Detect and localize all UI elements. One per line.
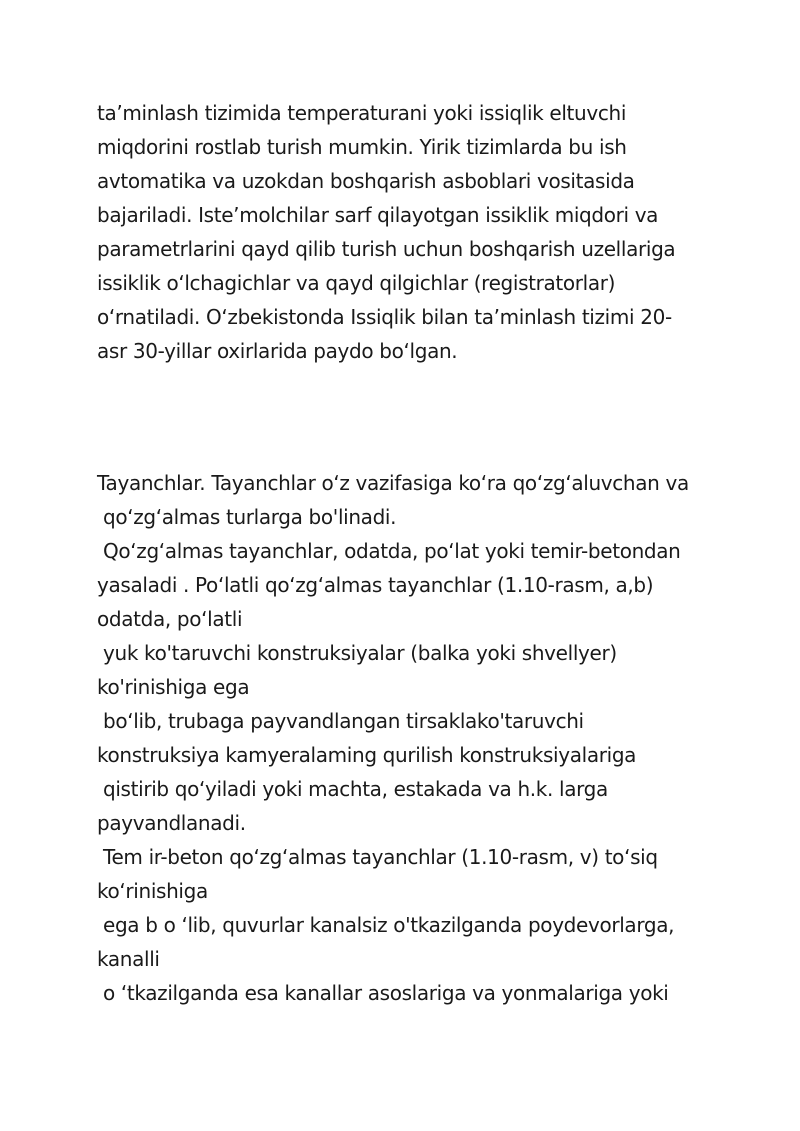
text-line: bo‘lib, trubaga payvandlangan tirsaklako'taruvchi — [97, 709, 584, 733]
paragraph-supports — [97, 466, 737, 1010]
text-line: miqdorini rostlab turish mumkin. Yirik tizimlarda bu ish — [97, 135, 627, 159]
text-line: yuk ko'taruvchi konstruksiyalar (balka yoki shvellyer) — [97, 641, 617, 665]
text-line: ega b o ‘lib, quvurlar kanalsiz o'tkazilganda poydevorlarga, — [97, 913, 675, 937]
text-line: asr 30-yillar oxirlarida paydo bo‘lgan. — [97, 339, 458, 363]
text-line: konstruksiya kamyeralaming qurilish konstruksiyalariga — [97, 743, 637, 767]
text-line: qo‘zg‘almas turlarga bo'linadi. — [97, 505, 397, 529]
text-line: avtomatika va uzokdan boshqarish asboblari vositasida — [97, 169, 635, 193]
text-line: issiklik o‘lchagichlar va qayd qilgichlar (registratorlar) — [97, 271, 616, 295]
text-line: odatda, po‘latli — [97, 607, 243, 631]
text-line: Tem ir-beton qo‘zg‘almas tayanchlar (1.10-rasm, v) to‘siq — [97, 845, 658, 869]
paragraph-heat-supply — [97, 96, 737, 368]
text-line: ko'rinishiga ega — [97, 675, 250, 699]
text-line: qistirib qo‘yiladi yoki machta, estakada va h.k. larga — [97, 777, 608, 801]
text-line: kanalli — [97, 947, 160, 971]
text-line: Tayanchlar. Tayanchlar o‘z vazifasiga ko‘ra qo‘zg‘aluvchan va — [97, 471, 689, 495]
text-line: yasaladi . Po‘latli qo‘zg‘almas tayanchlar (1.10-rasm, a,b) — [97, 573, 654, 597]
text-line: ko‘rinishiga — [97, 879, 208, 903]
text-line: o ‘tkazilganda esa kanallar asoslariga va yonmalariga yoki — [97, 981, 669, 1005]
text-line: parametrlarini qayd qilib turish uchun boshqarish uzellariga — [97, 237, 676, 261]
text-line: ta’minlash tizimida temperaturani yoki issiqlik eltuvchi — [97, 101, 627, 125]
text-line: payvandlanadi. — [97, 811, 246, 835]
text-line: o‘rnatiladi. O‘zbekistonda Issiqlik bilan ta’minlash tizimi 20- — [97, 305, 672, 329]
text-line: bajariladi. Iste’molchilar sarf qilayotgan issiklik miqdori va — [97, 203, 659, 227]
text-line: Qo‘zg‘almas tayanchlar, odatda, po‘lat yoki temir-betondan — [97, 539, 681, 563]
